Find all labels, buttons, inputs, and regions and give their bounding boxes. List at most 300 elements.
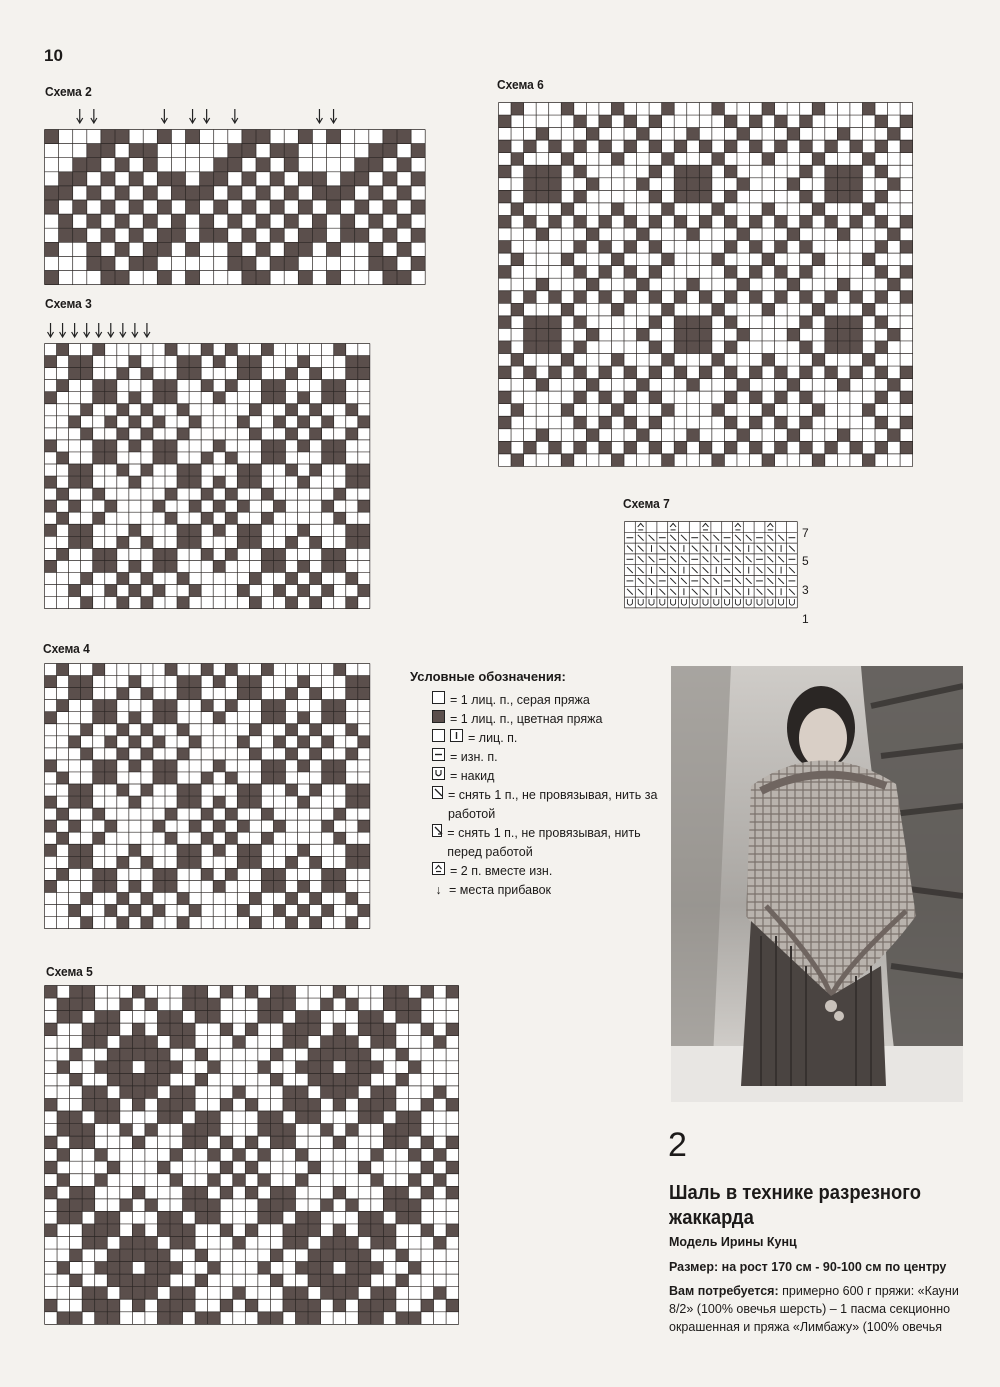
chart-cell [371, 1011, 384, 1024]
chart-cell [511, 203, 524, 216]
chart-cell [346, 572, 358, 584]
chart-cell [310, 784, 322, 796]
chart-cell [45, 820, 57, 832]
chart-cell [213, 820, 225, 832]
chart-cell [189, 736, 201, 748]
legend-text: = места прибавок [449, 883, 552, 897]
chart-cell [524, 441, 537, 454]
chart-cell [574, 391, 587, 404]
chart-cell [261, 712, 273, 724]
scheme-4-label: Схема 4 [43, 641, 90, 656]
chart-cell [499, 190, 512, 203]
chart-cell [120, 1086, 133, 1099]
chart-cell [189, 585, 201, 597]
chart-cell [699, 165, 712, 178]
chart-cell [322, 905, 334, 917]
chart-cell [145, 998, 158, 1011]
chart-cell [649, 115, 662, 128]
chart-cell [561, 153, 574, 166]
chart-cell [165, 560, 177, 572]
chart-cell [141, 688, 153, 700]
chart-cell [201, 700, 213, 712]
chart-cell [837, 278, 850, 291]
legend-item [432, 729, 660, 748]
chart-cell [800, 140, 813, 153]
chart-cell [157, 1262, 170, 1275]
chart-cell [129, 476, 141, 488]
chart-cell [888, 128, 901, 141]
chart-cell [73, 172, 87, 186]
chart-cell [165, 548, 177, 560]
chart-cell [242, 144, 256, 158]
chart-cell [561, 253, 574, 266]
chart-cell [249, 404, 261, 416]
chart-cell [189, 796, 201, 808]
chart-cell [249, 844, 261, 856]
chart-cell [549, 190, 562, 203]
chart-cell [346, 998, 359, 1011]
chart-cell [298, 905, 310, 917]
chart-cell [283, 1086, 296, 1099]
chart-cell [120, 1124, 133, 1137]
chart-cell [286, 428, 298, 440]
chart-cell [346, 796, 358, 808]
chart-cell [170, 1111, 183, 1124]
chart-cell [900, 215, 913, 228]
chart-cell [775, 115, 788, 128]
chart-cell [258, 1061, 271, 1074]
chart-cell [574, 366, 587, 379]
chart-cell [261, 488, 273, 500]
chart-cell [132, 1036, 145, 1049]
chart-cell [549, 341, 562, 354]
chart-cell [446, 986, 459, 999]
chart-cell [117, 597, 129, 609]
chart-cell [397, 271, 411, 285]
chart-cell [599, 241, 612, 254]
chart-cell [321, 1086, 334, 1099]
chart-cell [177, 784, 189, 796]
chart-cell [383, 1124, 396, 1137]
chart-cell [825, 165, 838, 178]
chart-cell [45, 200, 59, 214]
chart-cell [334, 832, 346, 844]
chart-cell [45, 986, 58, 999]
chart-cell [270, 200, 284, 214]
chart-cell [170, 1061, 183, 1074]
chart-cell [383, 1136, 396, 1149]
chart-cell [220, 1161, 233, 1174]
chart-cell [105, 452, 117, 464]
empty-cell-icon [432, 729, 445, 742]
chart-cell [298, 242, 312, 256]
chart-cell [888, 278, 901, 291]
down-arrow-icon: ↓ [435, 883, 442, 897]
chart-cell [93, 512, 105, 524]
chart-cell [346, 1262, 359, 1275]
down-arrow-icon [120, 323, 126, 337]
chart-cell [177, 724, 189, 736]
chart-cell [120, 1287, 133, 1300]
chart-cell [95, 1262, 108, 1275]
chart-cell [189, 536, 201, 548]
chart-cell [333, 986, 346, 999]
chart-cell [296, 1224, 309, 1237]
chart-cell [637, 178, 650, 191]
chart-cell [270, 228, 284, 242]
chart-cell [45, 500, 57, 512]
chart-cell [171, 172, 185, 186]
chart-cell [213, 880, 225, 892]
chart-cell [322, 452, 334, 464]
chart-cell [334, 392, 346, 404]
chart-cell [624, 391, 637, 404]
chart-cell [662, 454, 675, 467]
chart-cell [499, 366, 512, 379]
chart-cell [45, 356, 57, 368]
chart-cell [183, 998, 196, 1011]
chart-cell [888, 429, 901, 442]
chart-cell [129, 712, 141, 724]
chart-cell [298, 844, 310, 856]
chart-cell [624, 291, 637, 304]
chart-cell [875, 441, 888, 454]
chart-cell [165, 344, 177, 356]
chart-cell [258, 1211, 271, 1224]
chart-cell [396, 1136, 409, 1149]
chart-cell [273, 392, 285, 404]
scheme-2-label: Схема 2 [45, 84, 92, 99]
chart-cell [586, 128, 599, 141]
chart-cell [900, 241, 913, 254]
chart-cell [371, 1211, 384, 1224]
chart-cell [321, 1274, 334, 1287]
chart-cell [699, 328, 712, 341]
chart-cell [346, 784, 358, 796]
chart-cell [511, 253, 524, 266]
chart-cell [273, 560, 285, 572]
chart-cell [346, 1073, 359, 1086]
chart-cell [101, 172, 115, 186]
chart-cell [45, 1224, 58, 1237]
chart-cell [107, 1211, 120, 1224]
down-arrow-icon [204, 109, 210, 123]
chart-cell [57, 808, 69, 820]
chart-cell [208, 1149, 221, 1162]
chart-cell [298, 524, 310, 536]
chart-cell [308, 1111, 321, 1124]
chart-cell [45, 271, 59, 285]
chart-cell [132, 1224, 145, 1237]
chart-cell [170, 1312, 183, 1325]
chart-cell [189, 368, 201, 380]
chart-cell [800, 416, 813, 429]
chart-cell [258, 1124, 271, 1137]
chart-cell [561, 303, 574, 316]
chart-cell [81, 404, 93, 416]
chart-cell [825, 178, 838, 191]
chart-cell [649, 140, 662, 153]
chart-cell [57, 1312, 70, 1325]
chart-cell [57, 1262, 70, 1275]
chart-cell [195, 1211, 208, 1224]
chart-cell [637, 379, 650, 392]
chart-cell [446, 1186, 459, 1199]
chart-cell [800, 241, 813, 254]
chart-cell [82, 1237, 95, 1250]
chart-cell [286, 536, 298, 548]
chart-cell [312, 214, 326, 228]
chart-cell [186, 130, 200, 144]
chart-cell [524, 190, 537, 203]
chart-cell [69, 500, 81, 512]
chart-cell [624, 215, 637, 228]
chart-cell [800, 215, 813, 228]
chart-cell [45, 1161, 58, 1174]
chart-cell [358, 820, 370, 832]
chart-cell [183, 1186, 196, 1199]
chart-cell [408, 1124, 421, 1137]
chart-cell [599, 441, 612, 454]
chart-cell [837, 190, 850, 203]
chart-cell [396, 1312, 409, 1325]
chart-cell [170, 1299, 183, 1312]
chart-cell [59, 214, 73, 228]
chart-cell [213, 524, 225, 536]
chart-cell [724, 391, 737, 404]
chart-cell [586, 178, 599, 191]
chart-cell [273, 772, 285, 784]
chart-cell [358, 1274, 371, 1287]
down-arrow-icon [96, 323, 102, 337]
chart-cell [141, 892, 153, 904]
chart-cell [177, 748, 189, 760]
chart-cell [298, 476, 310, 488]
chart-cell [724, 366, 737, 379]
chart-cell [699, 341, 712, 354]
chart-cell [371, 1312, 384, 1325]
chart-cell [674, 215, 687, 228]
chart-cell [165, 868, 177, 880]
chart-cell [245, 986, 258, 999]
legend-item [432, 824, 660, 862]
legend-text: = лиц. п. [468, 731, 518, 745]
chart-cell [70, 1011, 83, 1024]
chart-cell [93, 664, 105, 676]
chart-cell [242, 256, 256, 270]
chart-cell [724, 416, 737, 429]
chart-cell [800, 366, 813, 379]
chart-cell [129, 796, 141, 808]
chart-cell [396, 1124, 409, 1137]
chart-cell [273, 700, 285, 712]
chart-cell [117, 428, 129, 440]
chart-cell [165, 440, 177, 452]
scheme-5-chart [44, 985, 460, 1325]
chart-cell [261, 700, 273, 712]
chart-cell [249, 536, 261, 548]
chart-cell [875, 241, 888, 254]
chart-cell [762, 303, 775, 316]
chart-cell [724, 441, 737, 454]
chart-cell [213, 476, 225, 488]
chart-cell [421, 1136, 434, 1149]
chart-cell [549, 178, 562, 191]
chart-cell [396, 1249, 409, 1262]
chart-cell [105, 772, 117, 784]
chart-cell [286, 688, 298, 700]
chart-cell [724, 165, 737, 178]
purl-two-together-icon [432, 862, 445, 875]
chart-cell [687, 316, 700, 329]
chart-cell [270, 1048, 283, 1061]
chart-cell [70, 1073, 83, 1086]
chart-cell [322, 585, 334, 597]
chart-cell [261, 772, 273, 784]
chart-cell [170, 1174, 183, 1187]
chart-cell [82, 1287, 95, 1300]
chart-cell [536, 228, 549, 241]
chart-cell [322, 712, 334, 724]
chart-cell [45, 440, 57, 452]
materials-label: Вам потребуется: [669, 1284, 779, 1298]
chart-cell [524, 291, 537, 304]
chart-cell [117, 724, 129, 736]
chart-cell [599, 366, 612, 379]
chart-cell [245, 1299, 258, 1312]
chart-cell [261, 808, 273, 820]
chart-cell [93, 440, 105, 452]
chart-cell [825, 190, 838, 203]
chart-cell [132, 986, 145, 999]
chart-cell [737, 328, 750, 341]
chart-cell [256, 214, 270, 228]
chart-cell [214, 158, 228, 172]
chart-cell [674, 190, 687, 203]
yarn-over-icon [432, 767, 445, 780]
chart-cell [396, 1073, 409, 1086]
chart-cell [662, 103, 675, 116]
chart-cell [157, 1161, 170, 1174]
chart-cell [411, 200, 425, 214]
chart-cell [237, 500, 249, 512]
chart-cell [611, 253, 624, 266]
chart-cell [334, 808, 346, 820]
chart-cell [177, 524, 189, 536]
chart-cell [69, 820, 81, 832]
chart-cell [396, 1186, 409, 1199]
chart-cell [408, 1061, 421, 1074]
chart-cell [45, 186, 59, 200]
chart-cell [249, 688, 261, 700]
chart-cell [800, 266, 813, 279]
chart-cell [129, 560, 141, 572]
chart-cell [358, 524, 370, 536]
chart-cell [101, 271, 115, 285]
chart-cell [358, 688, 370, 700]
chart-cell [536, 341, 549, 354]
chart-cell [245, 1161, 258, 1174]
chart-cell [800, 165, 813, 178]
chart-cell [165, 380, 177, 392]
chart-cell [273, 585, 285, 597]
chart-cell [220, 1023, 233, 1036]
chart-cell [117, 784, 129, 796]
chart-cell [900, 140, 913, 153]
chart-cell [599, 416, 612, 429]
chart-cell [157, 1098, 170, 1111]
chart-cell [611, 103, 624, 116]
chart-cell [358, 1249, 371, 1262]
chart-cell [358, 1224, 371, 1237]
chart-cell [242, 172, 256, 186]
chart-cell [225, 700, 237, 712]
chart-cell [699, 291, 712, 304]
chart-cell [73, 158, 87, 172]
chart-cell [724, 190, 737, 203]
chart-cell [800, 341, 813, 354]
chart-cell [105, 560, 117, 572]
chart-cell [201, 808, 213, 820]
chart-cell [825, 366, 838, 379]
chart-cell [308, 1023, 321, 1036]
chart-cell [183, 1023, 196, 1036]
chart-cell [145, 1237, 158, 1250]
legend-title: Условные обозначения: [410, 669, 566, 684]
chart-cell [875, 366, 888, 379]
chart-cell [524, 341, 537, 354]
chart-cell [322, 700, 334, 712]
chart-cell [662, 354, 675, 367]
chart-cell [57, 1011, 70, 1024]
chart-cell [396, 1199, 409, 1212]
chart-cell [93, 344, 105, 356]
chart-cell [825, 341, 838, 354]
chart-cell [107, 1299, 120, 1312]
chart-cell [346, 1249, 359, 1262]
chart-cell [233, 1036, 246, 1049]
chart-cell [283, 1224, 296, 1237]
chart-cell [87, 144, 101, 158]
chart-cell [296, 1149, 309, 1162]
chart-cell [396, 1274, 409, 1287]
legend-text: = 1 лиц. п., цветная пряжа [450, 712, 603, 726]
chart-cell [57, 664, 69, 676]
chart-cell [177, 892, 189, 904]
chart-cell [524, 140, 537, 153]
scheme-6-chart [498, 102, 914, 467]
chart-cell [249, 464, 261, 476]
chart-cell [396, 1011, 409, 1024]
chart-cell [397, 130, 411, 144]
legend-text: = накид [450, 769, 495, 783]
chart-cell [624, 140, 637, 153]
chart-cell [258, 998, 271, 1011]
chart-cell [649, 190, 662, 203]
chart-cell [93, 772, 105, 784]
chart-cell [408, 1262, 421, 1275]
chart-cell [256, 130, 270, 144]
chart-cell [286, 748, 298, 760]
chart-cell [177, 536, 189, 548]
chart-cell [637, 128, 650, 141]
chart-cell [599, 140, 612, 153]
chart-cell [157, 1111, 170, 1124]
chart-cell [446, 1023, 459, 1036]
chart-cell [787, 328, 800, 341]
chart-cell [358, 1098, 371, 1111]
chart-cell [322, 380, 334, 392]
